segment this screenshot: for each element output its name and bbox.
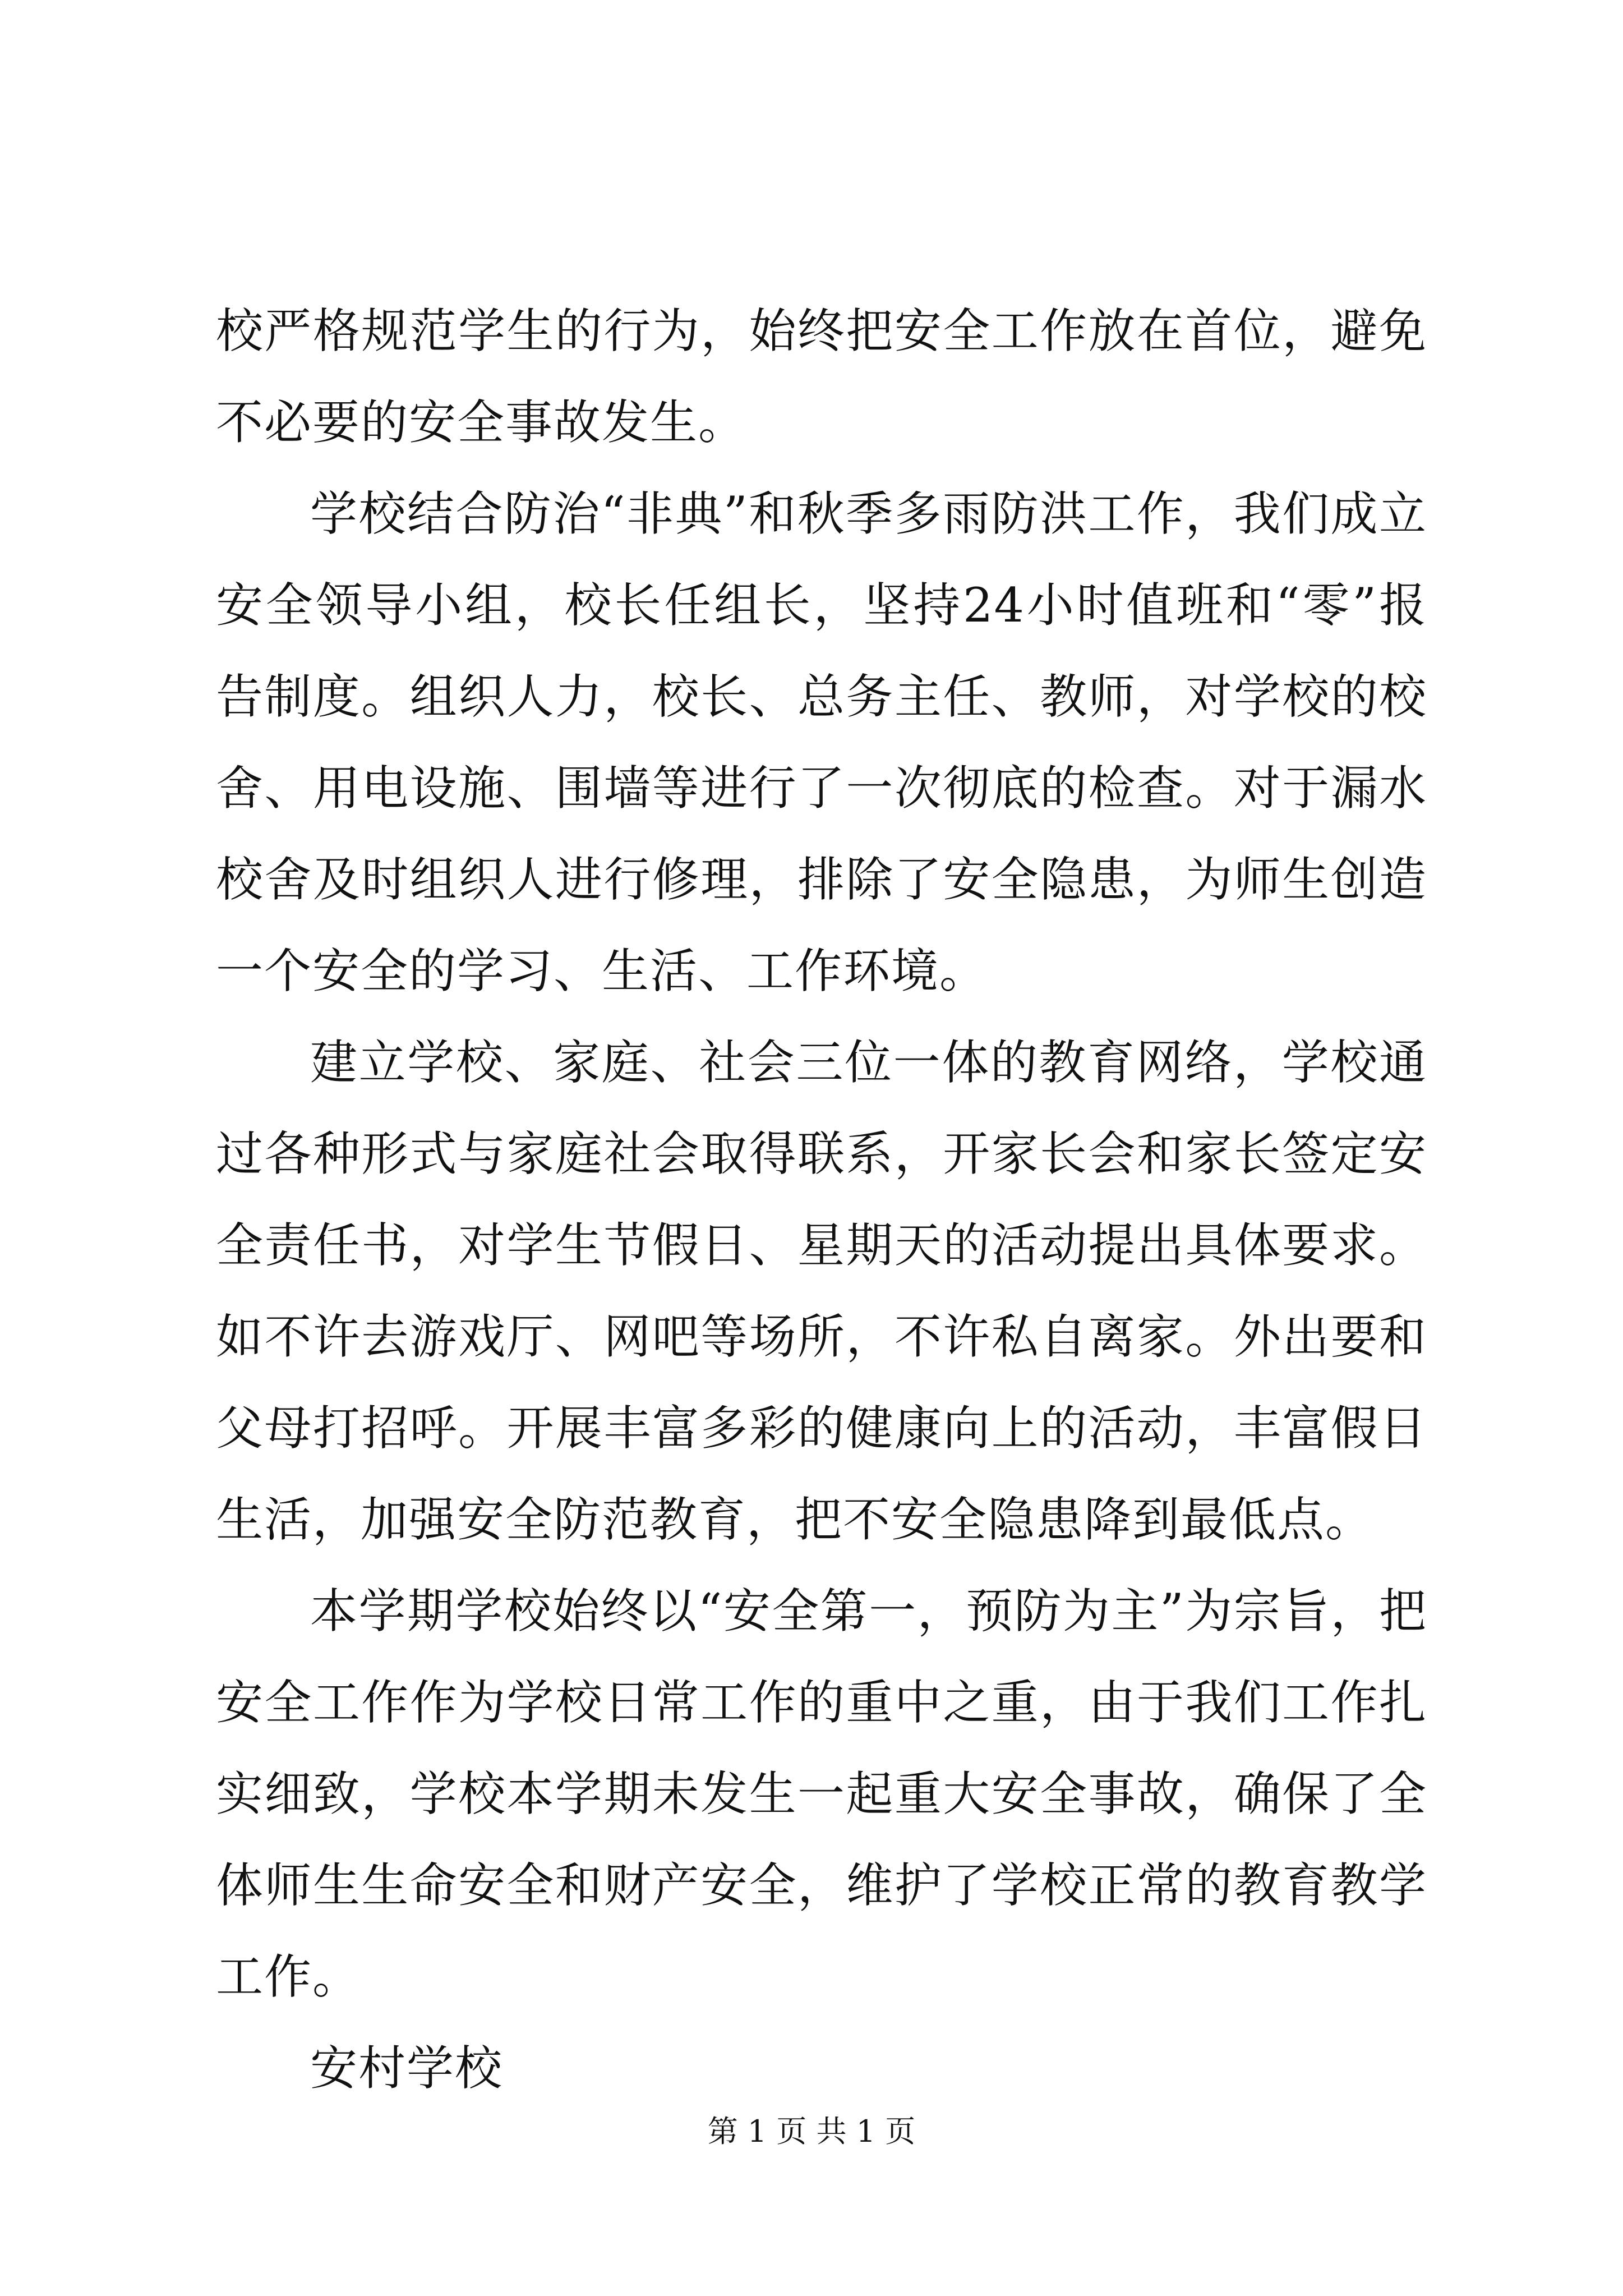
signature-school-name: 安村学校	[310, 2041, 504, 2096]
paragraph-flood-prevention: 学校结合防治“非典”和秋季多雨防洪工作，我们成立安全领导小组，校长任组长，坚持24小时值班和“零”报告制度。组织人力，校长、总务主任、教师，对学校的校舍、用电设施、围墙等进行了一次彻底的检查。对于漏水校舍及时组织人进行修理，排除了安全隐患，为师生创造一个安全的学习、生活、工作环境。	[216, 486, 1427, 999]
page-footer: 第 1 页 共 1 页	[707, 2114, 916, 2149]
paragraph-education-network: 建立学校、家庭、社会三位一体的教育网络，学校通过各种形式与家庭社会取得联系，开家长会和家长签定安全责任书，对学生节假日、星期天的活动提出具体要求。如不许去游戏厅、网吧等场所，不许私自离家。外出要和父母打招呼。开展丰富多彩的健康向上的活动，丰富假日生活，加强安全防范教育，把不安全隐患降到最低点。	[216, 1035, 1427, 1547]
paragraph-continuation: 校严格规范学生的行为，始终把安全工作放在首位，避免不必要的安全事故发生。	[216, 303, 1427, 450]
document-body	[216, 286, 1427, 2114]
paragraph-semester-summary: 本学期学校始终以“安全第一，预防为主”为宗旨，把安全工作作为学校日常工作的重中之重，由于我们工作扎实细致，学校本学期未发生一起重大安全事故，确保了全体师生生命安全和财产安全，维护了学校正常的教育教学工作。	[216, 1584, 1427, 2004]
